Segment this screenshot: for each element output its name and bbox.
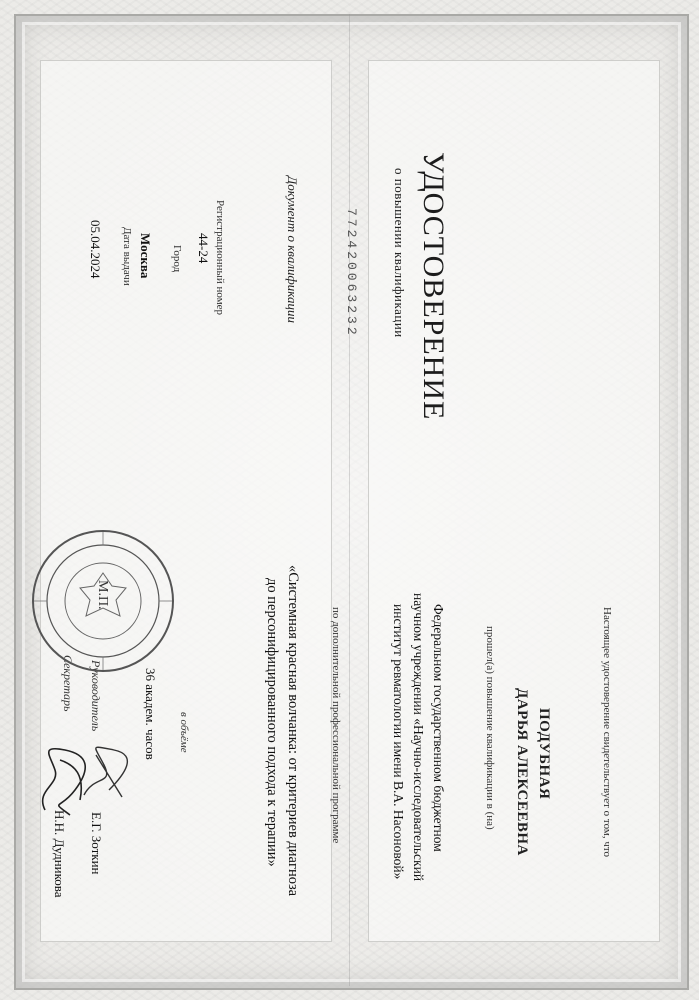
volume-label: в объёме — [178, 712, 190, 753]
secretary-role: Секретарь — [61, 655, 75, 712]
org-line-3: институт ревматологии имени В.А. Насоновой» — [391, 604, 406, 880]
intro-text: Настоящее удостоверение свидетельствует о том, что — [601, 607, 613, 858]
document-type: Документ о квалификации — [285, 176, 300, 323]
head-role: Руководитель — [89, 660, 103, 732]
head-name: Е.Г. Зоткин — [89, 812, 104, 875]
secretary-name: Н.Н. Дудникова — [52, 810, 67, 898]
seal-mark: М.П. — [95, 580, 110, 610]
certificate-number: 772420063232 — [344, 208, 359, 338]
reg-label: Регистрационный номер — [214, 200, 226, 316]
volume-value: 36 академ. часов — [143, 668, 158, 760]
given-names: ДАРЬЯ АЛЕКСЕЕВНА — [514, 688, 530, 856]
date-label: Дата выдачи — [121, 227, 133, 286]
surname: ПОДУБНАЯ — [536, 708, 552, 800]
fold-line — [349, 14, 350, 986]
reg-value: 44-24 — [196, 233, 211, 264]
city-label: Город — [171, 245, 183, 273]
secretary-signature — [30, 740, 100, 820]
org-line-1: Федеральном государственном бюджетном — [431, 604, 446, 852]
org-line-2: научном учреждении «Научно-исследовательский — [411, 593, 426, 882]
certificate-title: УДОСТОВЕРЕНИЕ — [417, 152, 450, 421]
program-line-1: «Системная красная волчанка: от критериев диагноза — [285, 565, 301, 897]
passed-text: прошел(а) повышение квалификации в (на) — [484, 626, 496, 830]
date-value: 05.04.2024 — [88, 220, 103, 279]
city-value: Москва — [138, 233, 153, 279]
program-intro: по дополнительной профессиональной программе — [330, 607, 342, 844]
program-line-2: до персонифицированного подхода к терапии» — [264, 578, 280, 867]
certificate-subtitle: о повышении квалификации — [392, 168, 407, 338]
